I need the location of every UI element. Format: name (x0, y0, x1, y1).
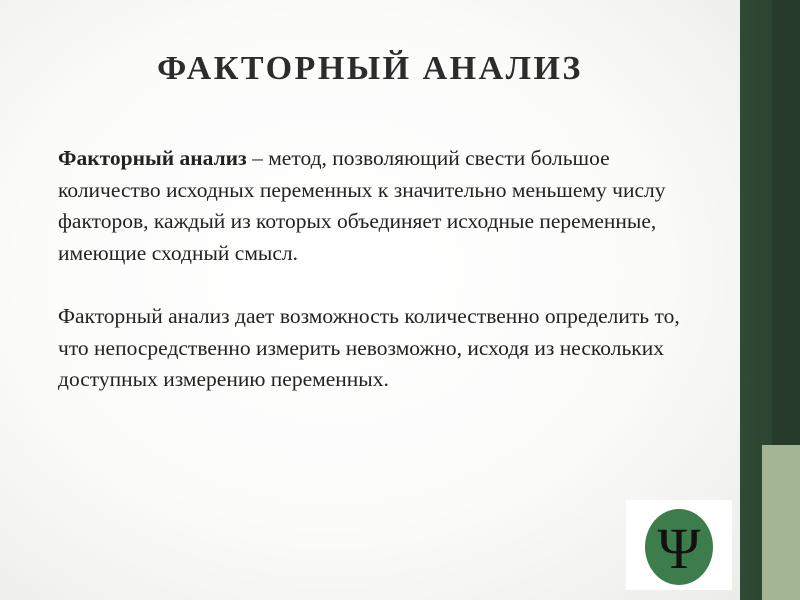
psychology-logo (626, 500, 732, 590)
psi-glyph: Ψ (657, 516, 701, 581)
description-paragraph: Факторный анализ дает возможность количественно определить то, что непосредственно измерить невозможно, исходя из нескольких доступных измерению переменных. (58, 304, 680, 391)
definition-text: – метод, позволяющий свести большое количество исходных переменных к значительно меньшему числу факторов, каждый из которых объединяет исходные переменные, имеющие сходный смысл. (58, 146, 666, 265)
psi-icon (626, 500, 732, 590)
defined-term: Факторный анализ (58, 146, 247, 170)
side-bar-accent-block (762, 445, 800, 600)
slide-body (58, 143, 688, 396)
definition-paragraph (58, 143, 688, 269)
slide-title: ФАКТОРНЫЙ АНАЛИЗ (157, 50, 583, 87)
